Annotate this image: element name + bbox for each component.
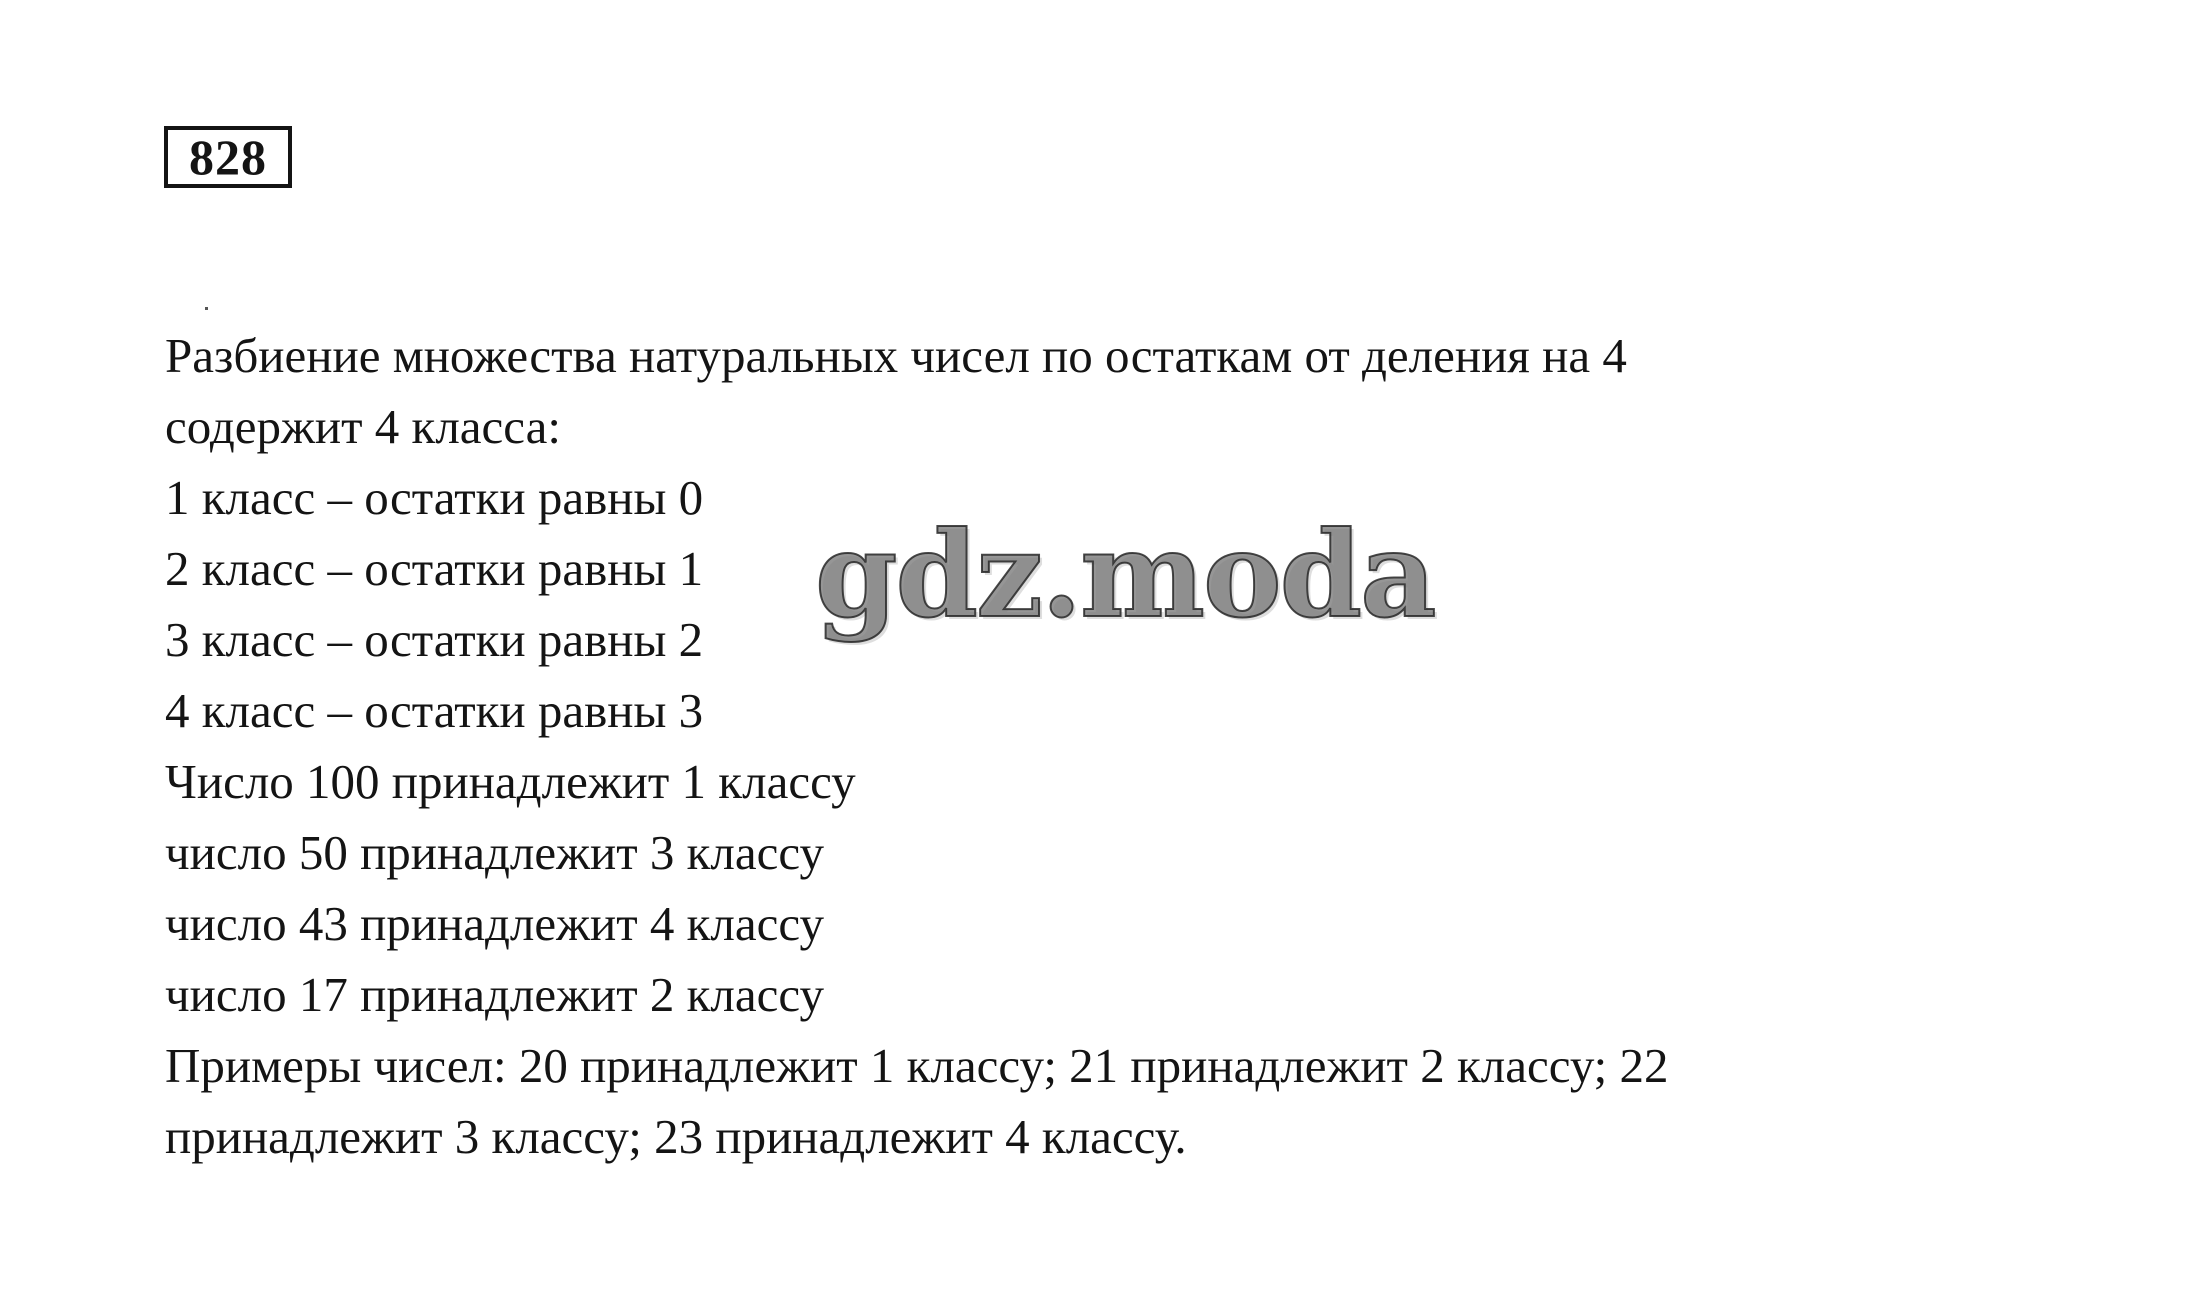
scan-speck	[205, 307, 208, 310]
solution-line: 1 класс – остатки равны 0	[165, 470, 704, 525]
solution-line: принадлежит 3 классу; 23 принадлежит 4 классу.	[165, 1109, 1187, 1164]
solution-line: Число 100 принадлежит 1 классу	[165, 754, 856, 809]
solution-line: Разбиение множества натуральных чисел по остаткам от деления на 4	[165, 328, 1627, 383]
solution-line: число 43 принадлежит 4 классу	[165, 896, 824, 951]
watermark-logo: gdz.moda	[815, 505, 1435, 644]
solution-line: число 50 принадлежит 3 классу	[165, 825, 824, 880]
solution-line: 2 класс – остатки равны 1	[165, 541, 704, 596]
solution-line: 4 класс – остатки равны 3	[165, 683, 704, 738]
problem-number-box: 828	[164, 126, 292, 188]
solution-line: Примеры чисел: 20 принадлежит 1 классу; 21 принадлежит 2 классу; 22	[165, 1038, 1669, 1093]
solution-line: 3 класс – остатки равны 2	[165, 612, 704, 667]
solution-line: содержит 4 класса:	[165, 399, 561, 454]
solution-text	[165, 320, 2145, 1172]
solution-line: число 17 принадлежит 2 классу	[165, 967, 824, 1022]
